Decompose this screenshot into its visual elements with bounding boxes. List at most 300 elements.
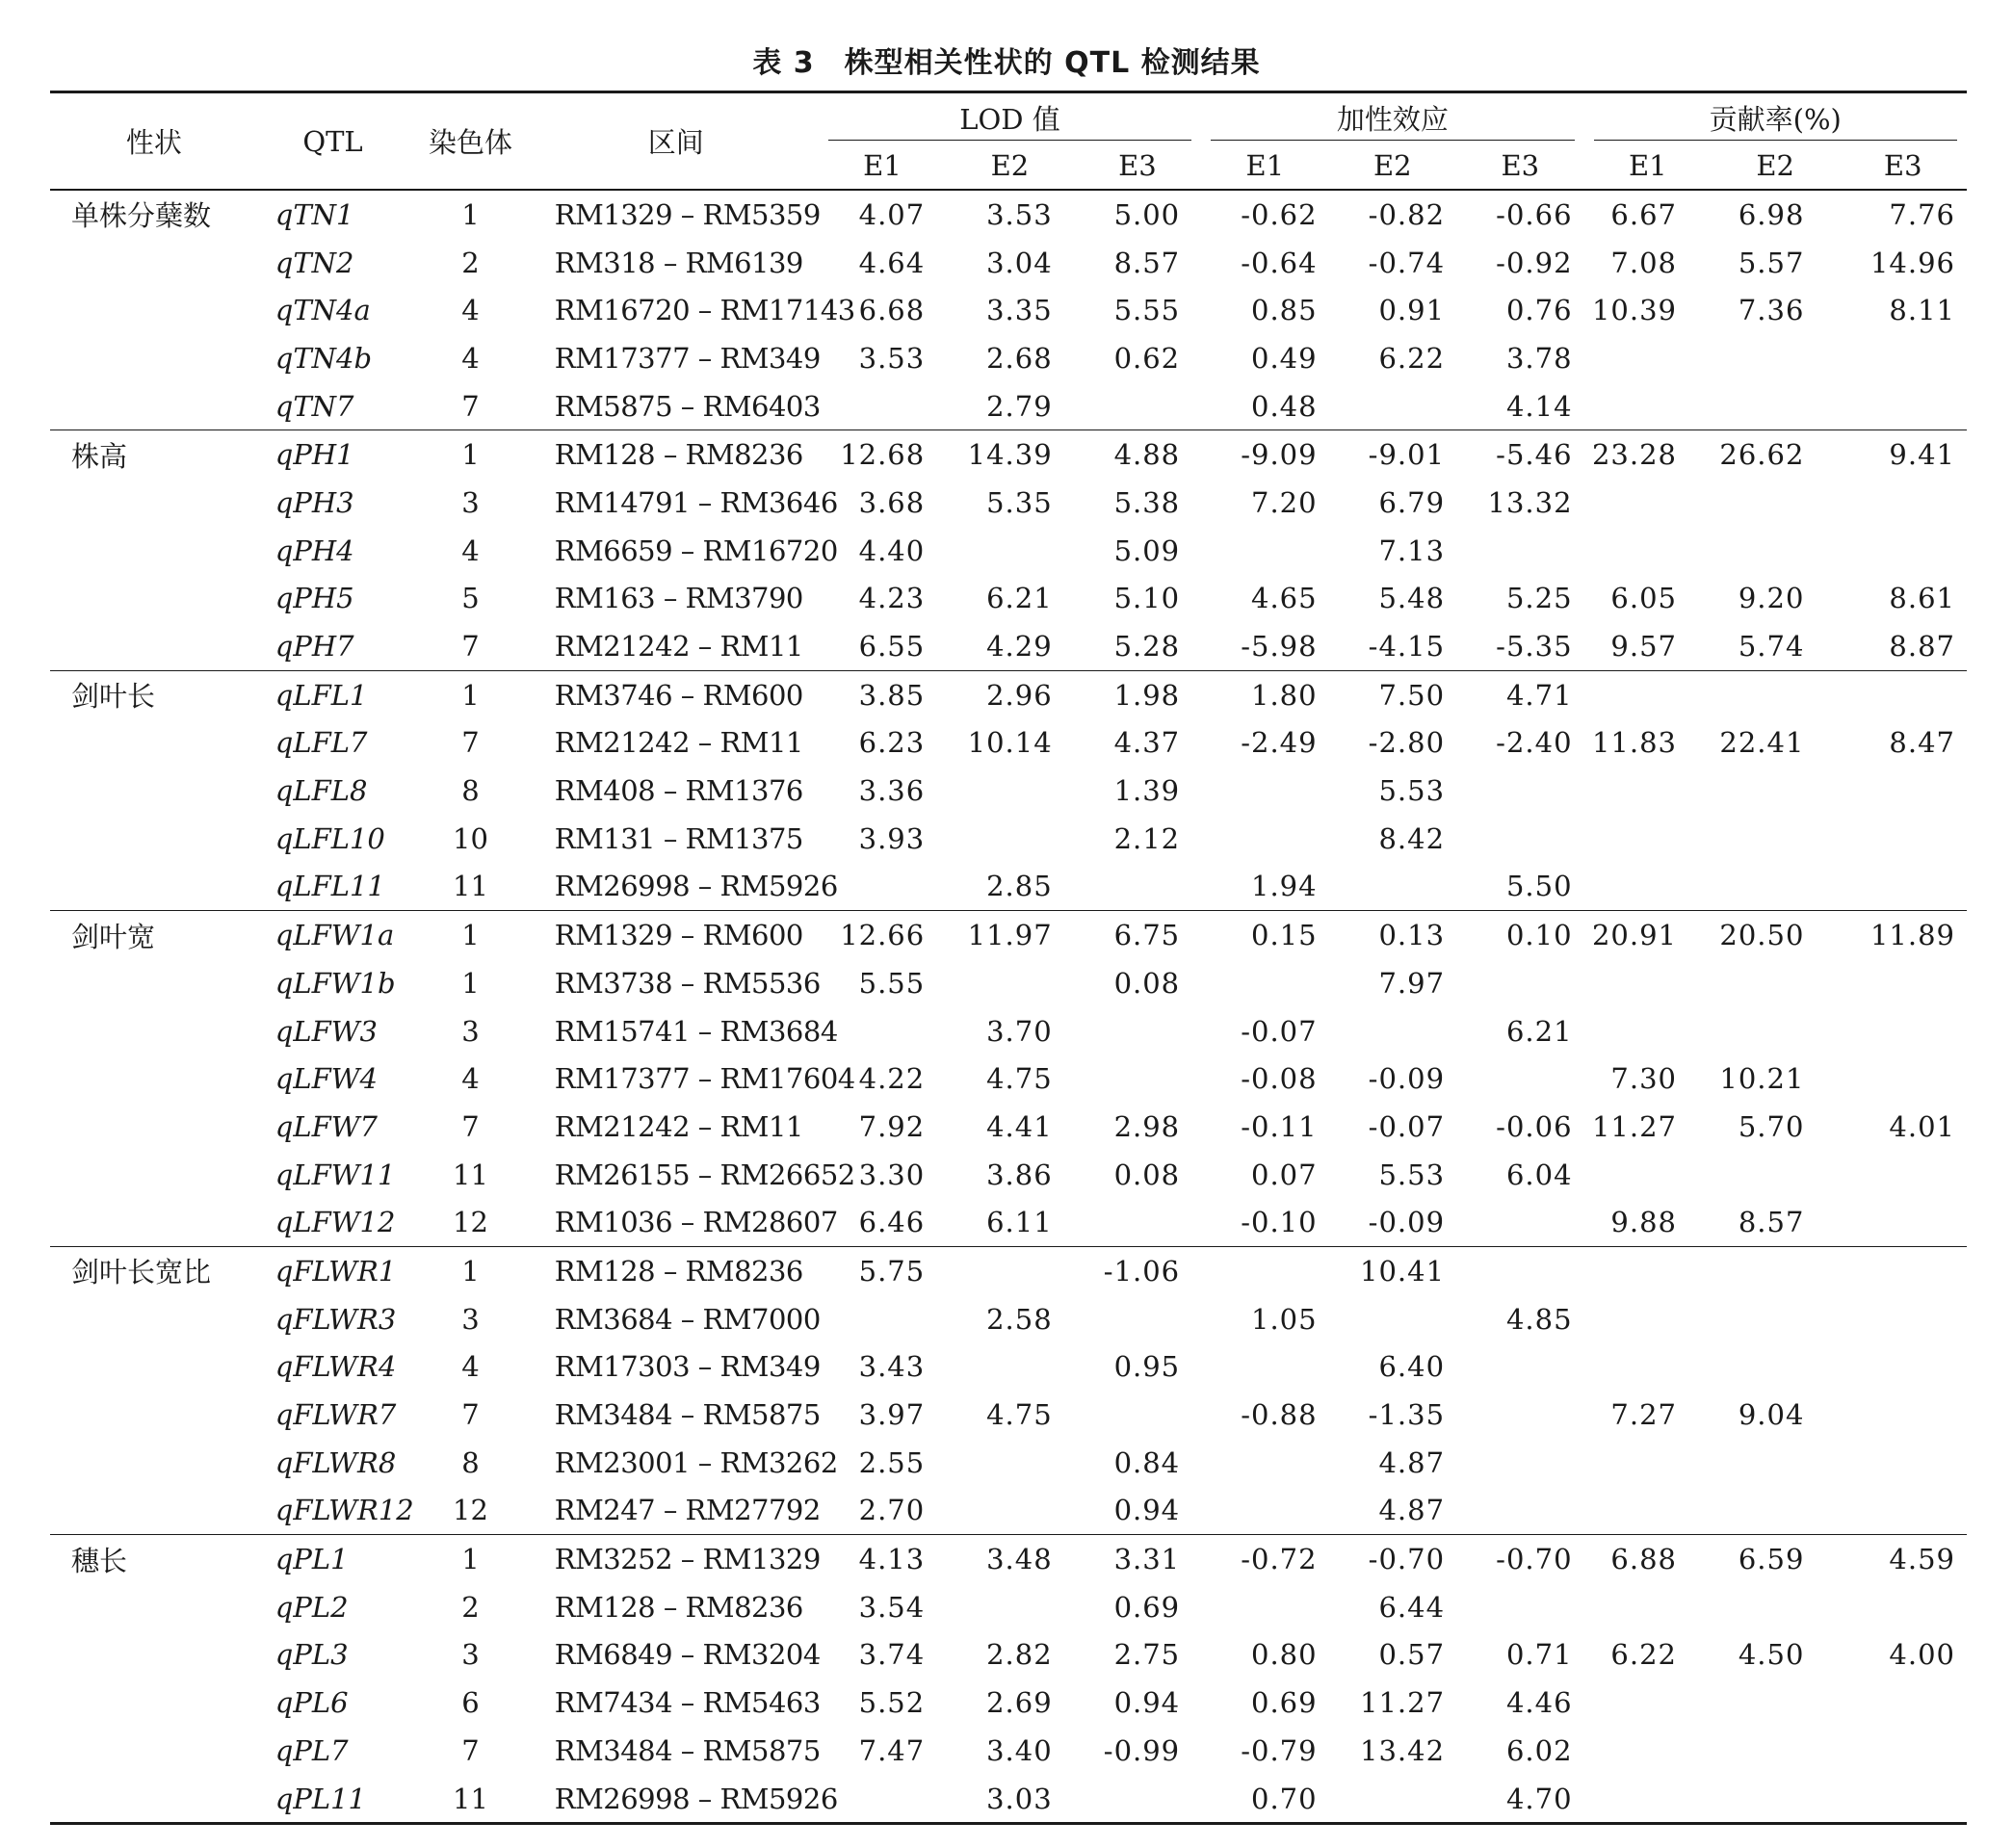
add-e3-cell (1456, 1487, 1583, 1535)
pve-e1-cell: 6.22 (1610, 1638, 1677, 1672)
trait-cell (50, 959, 258, 1007)
chromosome-cell: 7 (461, 389, 480, 423)
lod-e3-cell: 5.00 (1074, 190, 1201, 239)
add-e3-cell (1456, 959, 1583, 1007)
add-e2-cell: -0.82 (1329, 190, 1456, 239)
table-row (50, 1103, 1967, 1151)
header-add-e3: E3 (1501, 148, 1540, 182)
qtl-results-table (50, 91, 1967, 1825)
lod-e1-cell: 7.92 (858, 1109, 926, 1143)
add-e1-cell: -0.08 (1241, 1062, 1318, 1096)
chromosome-cell: 4 (461, 534, 480, 567)
qtl-name-cell: qPH3 (274, 485, 354, 519)
qtl-name-cell: qTN2 (274, 246, 354, 279)
add-e3-cell: 3.78 (1505, 341, 1573, 375)
lod-e3-cell: 1.98 (1074, 670, 1201, 718)
pve-e1-cell (1584, 815, 1712, 863)
pve-e3-cell (1839, 1198, 1967, 1246)
trait-cell (50, 1775, 258, 1824)
interval-cell: RM131 – RM1375 (554, 821, 803, 855)
pve-e3-cell (1839, 1054, 1967, 1103)
add-e3-cell: -0.92 (1496, 246, 1573, 279)
add-e1-cell: 0.85 (1251, 294, 1318, 327)
pve-e3-cell (1839, 1391, 1967, 1439)
table-row (50, 719, 1967, 768)
table-caption: 表 3 株型相关性状的 QTL 检测结果 (752, 46, 1261, 80)
chromosome-cell: 1 (407, 430, 533, 479)
add-e3-cell (1456, 1583, 1583, 1631)
lod-e2-cell: 2.58 (986, 1302, 1053, 1336)
add-e3-cell: 5.50 (1505, 870, 1573, 903)
trait-cell (50, 1583, 258, 1631)
header-interval: 区间 (647, 126, 704, 159)
pve-e1-cell (1584, 1439, 1712, 1487)
trait-cell: 剑叶宽 (50, 911, 258, 959)
qtl-name-cell: qFLWR1 (258, 1247, 408, 1295)
add-e2-cell: 6.44 (1378, 1590, 1446, 1624)
lod-e3-cell: 5.10 (1113, 582, 1181, 615)
qtl-name-cell: qFLWR8 (274, 1445, 397, 1479)
lod-e2-cell (946, 815, 1073, 863)
add-e2-cell: -1.35 (1368, 1398, 1446, 1432)
pve-e3-cell: 9.41 (1839, 430, 1967, 479)
add-e3-cell: 0.71 (1505, 1638, 1573, 1672)
lod-e3-cell (1074, 1391, 1201, 1439)
table-body (50, 190, 1967, 1824)
add-e2-cell: 6.22 (1378, 341, 1446, 375)
interval-cell: RM318 – RM6139 (554, 246, 803, 279)
lod-e1-cell: 12.66 (819, 911, 946, 959)
qtl-name-cell: qPH4 (274, 534, 354, 567)
pve-e1-cell (1584, 1775, 1712, 1824)
header-lod-e2: E2 (990, 148, 1030, 182)
table-row (50, 334, 1967, 382)
lod-e2-cell: 2.96 (946, 670, 1073, 718)
chromosome-cell: 8 (461, 1445, 480, 1479)
lod-e3-cell: 0.69 (1113, 1590, 1181, 1624)
lod-e3-cell: 5.55 (1113, 294, 1181, 327)
lod-e3-cell: 0.94 (1113, 1494, 1181, 1527)
trait-cell (50, 1343, 258, 1392)
lod-e2-cell (946, 527, 1073, 575)
add-e1-cell: 1.80 (1201, 670, 1328, 718)
lod-e3-cell: 0.95 (1113, 1350, 1181, 1384)
pve-e1-cell (1584, 334, 1712, 382)
table-row (50, 239, 1967, 287)
qtl-name-cell: qPL1 (258, 1535, 408, 1583)
qtl-name-cell: qLFL10 (274, 821, 385, 855)
add-e2-cell: 0.57 (1378, 1638, 1446, 1672)
pve-e3-cell: 14.96 (1869, 246, 1955, 279)
lod-e1-cell: 6.55 (858, 630, 926, 664)
chromosome-cell: 11 (407, 1775, 533, 1824)
qtl-name-cell: qLFW3 (274, 1014, 378, 1048)
table-row (50, 1679, 1967, 1727)
pve-e3-cell (1839, 334, 1967, 382)
pve-e1-cell (1584, 527, 1712, 575)
pve-e2-cell (1712, 767, 1839, 815)
add-e1-cell: -0.64 (1241, 246, 1318, 279)
trait-cell (50, 382, 258, 430)
table-row (50, 815, 1967, 863)
pve-e2-cell (1712, 1007, 1839, 1055)
table-row (50, 1535, 1967, 1583)
chromosome-cell: 7 (461, 1733, 480, 1767)
pve-e2-cell: 6.59 (1712, 1535, 1839, 1583)
pve-e3-cell (1839, 479, 1967, 527)
lod-e2-cell: 3.53 (946, 190, 1073, 239)
chromosome-cell: 11 (453, 1158, 488, 1191)
trait-cell (50, 239, 258, 287)
pve-e1-cell (1584, 863, 1712, 911)
pve-e2-cell: 5.74 (1738, 630, 1805, 664)
lod-e2-cell: 4.29 (986, 630, 1053, 664)
chromosome-cell: 7 (461, 726, 480, 760)
pve-e3-cell (1839, 1295, 1967, 1343)
pve-e1-cell: 9.88 (1610, 1206, 1677, 1239)
table-row (50, 1295, 1967, 1343)
add-e2-cell: 6.79 (1378, 485, 1446, 519)
interval-cell: RM26998 – RM5926 (534, 1775, 819, 1824)
lod-e3-cell (1074, 382, 1201, 430)
chromosome-cell: 11 (453, 870, 488, 903)
lod-e3-cell (1074, 1775, 1201, 1824)
pve-e2-cell (1712, 1343, 1839, 1392)
interval-cell: RM15741 – RM3684 (554, 1014, 838, 1048)
pve-e2-cell: 5.70 (1738, 1109, 1805, 1143)
table-row (50, 911, 1967, 959)
interval-cell: RM17303 – RM349 (554, 1350, 821, 1384)
trait-cell (50, 527, 258, 575)
interval-cell: RM3684 – RM7000 (554, 1302, 821, 1336)
add-e2-cell (1329, 382, 1456, 430)
lod-e3-cell: 0.84 (1113, 1445, 1181, 1479)
add-e1-cell: -2.49 (1241, 726, 1318, 760)
trait-cell (50, 1198, 258, 1246)
add-e1-cell: -0.07 (1241, 1014, 1318, 1048)
interval-cell: RM23001 – RM3262 (554, 1445, 838, 1479)
lod-e1-cell: 3.54 (858, 1590, 926, 1624)
add-e3-cell (1456, 1247, 1583, 1295)
lod-e3-cell: 2.12 (1113, 821, 1181, 855)
add-e1-cell: 0.07 (1251, 1158, 1318, 1191)
interval-cell: RM163 – RM3790 (554, 582, 803, 615)
interval-cell: RM21242 – RM11 (554, 726, 803, 760)
add-e1-cell (1201, 1487, 1328, 1535)
add-e3-cell: -0.06 (1496, 1109, 1573, 1143)
add-e2-cell: -0.09 (1368, 1062, 1446, 1096)
chromosome-cell: 1 (407, 1535, 533, 1583)
lod-e2-cell: 4.75 (986, 1062, 1053, 1096)
interval-cell: RM17377 – RM349 (554, 341, 821, 375)
qtl-name-cell: qPL3 (274, 1638, 349, 1672)
pve-e2-cell (1712, 863, 1839, 911)
chromosome-cell: 3 (461, 1638, 480, 1672)
pve-e3-cell: 8.47 (1889, 726, 1955, 760)
lod-e3-cell: 4.88 (1074, 430, 1201, 479)
qtl-name-cell: qFLWR7 (274, 1398, 397, 1432)
add-e1-cell: -0.62 (1201, 190, 1328, 239)
pve-e3-cell: 4.59 (1839, 1535, 1967, 1583)
header-add-e2: E2 (1373, 148, 1412, 182)
pve-e1-cell: 7.30 (1610, 1062, 1677, 1096)
lod-e2-cell: 6.21 (986, 582, 1053, 615)
lod-e2-cell: 5.35 (986, 485, 1053, 519)
table-row (50, 527, 1967, 575)
lod-e1-cell: 3.30 (858, 1158, 926, 1191)
qtl-name-cell: qTN4a (274, 294, 371, 327)
interval-cell: RM247 – RM27792 (554, 1494, 821, 1527)
pve-e1-cell: 20.91 (1584, 911, 1712, 959)
pve-e3-cell (1839, 863, 1967, 911)
add-e2-cell: 5.53 (1378, 774, 1446, 808)
header-trait: 性状 (125, 126, 182, 159)
lod-e1-cell: 3.53 (858, 341, 926, 375)
qtl-name-cell: qLFW4 (274, 1062, 378, 1096)
add-e3-cell: -2.40 (1496, 726, 1573, 760)
lod-e2-cell (946, 767, 1073, 815)
table-header (50, 92, 1967, 191)
pve-e2-cell (1712, 1295, 1839, 1343)
header-add-e1: E1 (1245, 148, 1285, 182)
chromosome-cell: 4 (461, 294, 480, 327)
interval-cell: RM21242 – RM11 (554, 1109, 803, 1143)
pve-e3-cell (1839, 1583, 1967, 1631)
table-row (50, 959, 1967, 1007)
add-e2-cell: -0.70 (1329, 1535, 1456, 1583)
pve-e2-cell: 6.98 (1712, 190, 1839, 239)
lod-e3-cell: -1.06 (1074, 1247, 1201, 1295)
interval-cell: RM14791 – RM3646 (554, 485, 838, 519)
lod-e1-cell: 3.85 (819, 670, 946, 718)
qtl-name-cell: qLFL11 (274, 870, 385, 903)
pve-e3-cell: 11.89 (1839, 911, 1967, 959)
interval-cell: RM3484 – RM5875 (554, 1733, 821, 1767)
lod-e3-cell: 1.39 (1113, 774, 1181, 808)
add-e1-cell: -0.10 (1241, 1206, 1318, 1239)
lod-e1-cell: 4.64 (858, 246, 926, 279)
add-e3-cell (1456, 815, 1583, 863)
lod-e2-cell (946, 1343, 1073, 1392)
add-e3-cell: -5.35 (1496, 630, 1573, 664)
add-e1-cell: 7.20 (1251, 485, 1318, 519)
add-e1-cell: -0.88 (1241, 1398, 1318, 1432)
trait-cell (50, 863, 258, 911)
lod-e2-cell: 3.70 (986, 1014, 1053, 1048)
add-e1-cell (1201, 767, 1328, 815)
add-e3-cell: 4.70 (1456, 1775, 1583, 1824)
chromosome-cell: 1 (407, 1247, 533, 1295)
lod-e1-cell (819, 382, 946, 430)
lod-e1-cell: 3.68 (858, 485, 926, 519)
lod-e1-cell: 4.22 (858, 1062, 926, 1096)
lod-e1-cell (819, 1295, 946, 1343)
table-row (50, 190, 1967, 239)
interval-cell: RM21242 – RM11 (554, 630, 803, 664)
lod-e1-cell: 5.75 (819, 1247, 946, 1295)
add-e1-cell (1201, 1583, 1328, 1631)
add-e2-cell: 7.97 (1378, 966, 1446, 1000)
lod-e1-cell: 4.40 (858, 534, 926, 567)
qtl-name-cell: qPH7 (274, 630, 354, 664)
pve-e3-cell: 8.87 (1889, 630, 1955, 664)
lod-e3-cell (1074, 1054, 1201, 1103)
table-row (50, 863, 1967, 911)
pve-e2-cell (1712, 959, 1839, 1007)
chromosome-cell: 7 (461, 1398, 480, 1432)
lod-e3-cell: 8.57 (1113, 246, 1181, 279)
chromosome-cell: 1 (461, 966, 480, 1000)
pve-e3-cell (1839, 1247, 1967, 1295)
lod-e2-cell: 4.41 (986, 1109, 1053, 1143)
qtl-name-cell: qPL2 (274, 1590, 349, 1624)
table-row (50, 382, 1967, 430)
trait-cell: 剑叶长宽比 (50, 1247, 258, 1295)
trait-cell: 株高 (50, 430, 258, 479)
pve-e2-cell (1712, 1487, 1839, 1535)
lod-e2-cell: 14.39 (946, 430, 1073, 479)
trait-cell: 单株分蘖数 (50, 190, 258, 239)
pve-e1-cell: 7.27 (1610, 1398, 1677, 1432)
pve-e1-cell: 10.39 (1591, 294, 1677, 327)
chromosome-cell: 7 (461, 630, 480, 664)
trait-cell (50, 1391, 258, 1439)
add-e3-cell: -0.70 (1456, 1535, 1583, 1583)
add-e2-cell: 7.13 (1378, 534, 1446, 567)
table-row (50, 1487, 1967, 1535)
lod-e1-cell: 3.93 (858, 821, 926, 855)
add-e1-cell: 0.48 (1251, 389, 1318, 423)
qtl-name-cell: qPL7 (274, 1733, 349, 1767)
add-e2-cell: 11.27 (1360, 1686, 1446, 1720)
add-e1-cell: -5.98 (1241, 630, 1318, 664)
qtl-name-cell: qFLWR4 (274, 1350, 397, 1384)
trait-cell (50, 1679, 258, 1727)
trait-cell (50, 767, 258, 815)
table-row (50, 622, 1967, 670)
pve-e3-cell (1839, 767, 1967, 815)
lod-e1-cell: 3.97 (858, 1398, 926, 1432)
pve-e1-cell (1584, 767, 1712, 815)
table-row (50, 479, 1967, 527)
pve-e2-cell: 9.20 (1738, 582, 1805, 615)
pve-e1-cell (1584, 1295, 1712, 1343)
header-chromosome: 染色体 (429, 126, 513, 159)
pve-e1-cell (1584, 1343, 1712, 1392)
interval-cell: RM128 – RM8236 (534, 1247, 819, 1295)
lod-e1-cell: 6.23 (858, 726, 926, 760)
qtl-name-cell: qLFW1b (274, 966, 396, 1000)
header-lod: LOD 值 (819, 92, 1201, 143)
add-e2-cell: 10.41 (1329, 1247, 1456, 1295)
lod-e1-cell: 5.52 (858, 1686, 926, 1720)
add-e1-cell (1201, 1439, 1328, 1487)
lod-e2-cell (946, 1439, 1073, 1487)
chromosome-cell: 5 (461, 582, 480, 615)
trait-cell: 剑叶长 (50, 670, 258, 718)
pve-e3-cell (1839, 815, 1967, 863)
lod-e1-cell: 6.68 (858, 294, 926, 327)
chromosome-cell: 4 (461, 1350, 480, 1384)
add-e3-cell: 13.32 (1487, 485, 1573, 519)
pve-e2-cell (1712, 479, 1839, 527)
interval-cell: RM5875 – RM6403 (554, 389, 821, 423)
interval-cell: RM26998 – RM5926 (554, 870, 838, 903)
pve-e1-cell (1584, 1727, 1712, 1775)
add-e3-cell: 5.25 (1505, 582, 1573, 615)
qtl-name-cell: qFLWR12 (274, 1494, 414, 1527)
add-e2-cell: 5.53 (1378, 1158, 1446, 1191)
table-row (50, 767, 1967, 815)
add-e3-cell: 4.14 (1505, 389, 1573, 423)
lod-e2-cell: 3.35 (986, 294, 1053, 327)
qtl-name-cell: qLFW7 (274, 1109, 378, 1143)
chromosome-cell: 4 (461, 1062, 480, 1096)
lod-e3-cell: -0.99 (1103, 1733, 1181, 1767)
pve-e2-cell (1712, 815, 1839, 863)
chromosome-cell: 12 (453, 1494, 488, 1527)
lod-e2-cell: 4.75 (986, 1398, 1053, 1432)
pve-e3-cell: 8.61 (1889, 582, 1955, 615)
add-e2-cell: -0.74 (1368, 246, 1446, 279)
add-e3-cell (1456, 1439, 1583, 1487)
lod-e2-cell (946, 959, 1073, 1007)
header-contribution: 贡献率(%) (1584, 92, 1967, 143)
header-lod-e3: E3 (1118, 148, 1157, 182)
lod-e2-cell: 2.82 (986, 1638, 1053, 1672)
pve-e3-cell (1839, 1775, 1967, 1824)
lod-e2-cell: 3.03 (946, 1775, 1073, 1824)
qtl-name-cell: qFLWR3 (274, 1302, 397, 1336)
pve-e2-cell: 20.50 (1712, 911, 1839, 959)
lod-e2-cell: 3.86 (986, 1158, 1053, 1191)
qtl-name-cell: qPL11 (258, 1775, 408, 1824)
add-e3-cell: 4.85 (1505, 1302, 1573, 1336)
pve-e2-cell: 4.50 (1738, 1638, 1805, 1672)
interval-cell: RM1329 – RM600 (534, 911, 819, 959)
table-row (50, 670, 1967, 718)
add-e2-cell: 13.42 (1360, 1733, 1446, 1767)
trait-cell (50, 622, 258, 670)
pve-e2-cell: 9.04 (1738, 1398, 1805, 1432)
lod-e2-cell (946, 1247, 1073, 1295)
pve-e3-cell (1839, 382, 1967, 430)
table-row (50, 1775, 1967, 1824)
lod-e3-cell (1074, 1007, 1201, 1055)
interval-cell: RM16720 – RM17143 (554, 294, 855, 327)
add-e2-cell: -2.80 (1368, 726, 1446, 760)
lod-e1-cell: 3.43 (858, 1350, 926, 1384)
add-e1-cell (1201, 815, 1328, 863)
lod-e3-cell: 2.75 (1113, 1638, 1181, 1672)
table-row (50, 286, 1967, 334)
pve-e1-cell: 23.28 (1584, 430, 1712, 479)
interval-cell: RM26155 – RM26652 (554, 1158, 855, 1191)
header-lod-e1: E1 (863, 148, 902, 182)
lod-e2-cell: 2.85 (986, 870, 1053, 903)
add-e3-cell (1456, 527, 1583, 575)
pve-e2-cell (1712, 1583, 1839, 1631)
pve-e3-cell (1839, 670, 1967, 718)
pve-e1-cell: 6.05 (1610, 582, 1677, 615)
add-e2-cell (1329, 1007, 1456, 1055)
add-e1-cell: 1.94 (1251, 870, 1318, 903)
add-e3-cell (1456, 1391, 1583, 1439)
interval-cell: RM3484 – RM5875 (554, 1398, 821, 1432)
add-e3-cell: 6.04 (1505, 1158, 1573, 1191)
chromosome-cell: 6 (461, 1686, 480, 1720)
qtl-name-cell: qTN1 (258, 190, 408, 239)
